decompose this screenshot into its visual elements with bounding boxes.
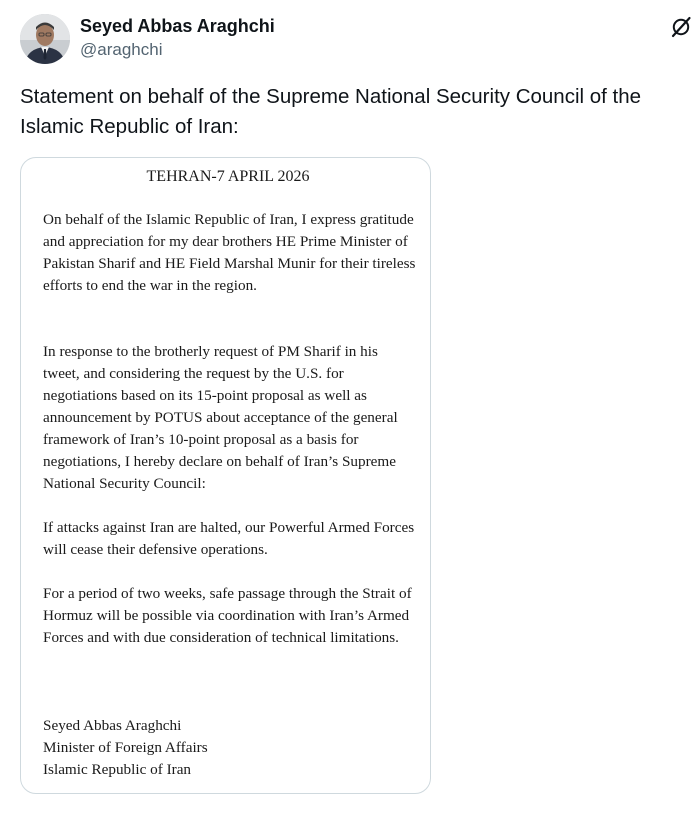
author-info xyxy=(80,14,275,62)
grok-icon[interactable] xyxy=(670,16,692,38)
author-handle[interactable]: @araghchi xyxy=(80,40,163,59)
author-avatar[interactable] xyxy=(20,14,70,64)
document-signature xyxy=(43,715,418,781)
post-text: Statement on behalf of the Supreme National Security Council of the Islamic Republic of Iran: xyxy=(20,85,642,138)
signature-title: Minister of Foreign Affairs xyxy=(43,739,208,756)
author-display-name[interactable]: Seyed Abbas Araghchi xyxy=(80,16,275,36)
document-header: TEHRAN-7 APRIL 2026 xyxy=(146,168,310,185)
document-paragraph: For a period of two weeks, safe passage through the Strait of Hormuz will be possible via coordination with Iran’s Armed Forces and with due consideration of technical limitations. xyxy=(43,585,412,646)
document-paragraph: If attacks against Iran are halted, our Powerful Armed Forces will cease their defensive operations. xyxy=(43,519,415,558)
document-paragraph: On behalf of the Islamic Republic of Iran, I express gratitude and appreciation for my dear brothers HE Prime Minister of Pakistan Sharif and HE Field Marshal Munir for their tireless efforts to end the war in the region. xyxy=(43,211,416,294)
statement-image[interactable] xyxy=(20,157,431,794)
signature-country: Islamic Republic of Iran xyxy=(43,761,192,778)
signature-name: Seyed Abbas Araghchi xyxy=(43,717,182,734)
avatar-photo-icon xyxy=(20,14,70,64)
grok-glyph-icon xyxy=(670,16,692,38)
document-paragraph: In response to the brotherly request of PM Sharif in his tweet, and considering the request by the U.S. for negotiations based on its 15-point proposal as well as announcement by POTUS about acceptance of the general framework of Iran’s 10-point proposal as a basis for negotiations, I hereby declare on behalf of Iran’s Supreme National Security Council: xyxy=(43,343,398,492)
